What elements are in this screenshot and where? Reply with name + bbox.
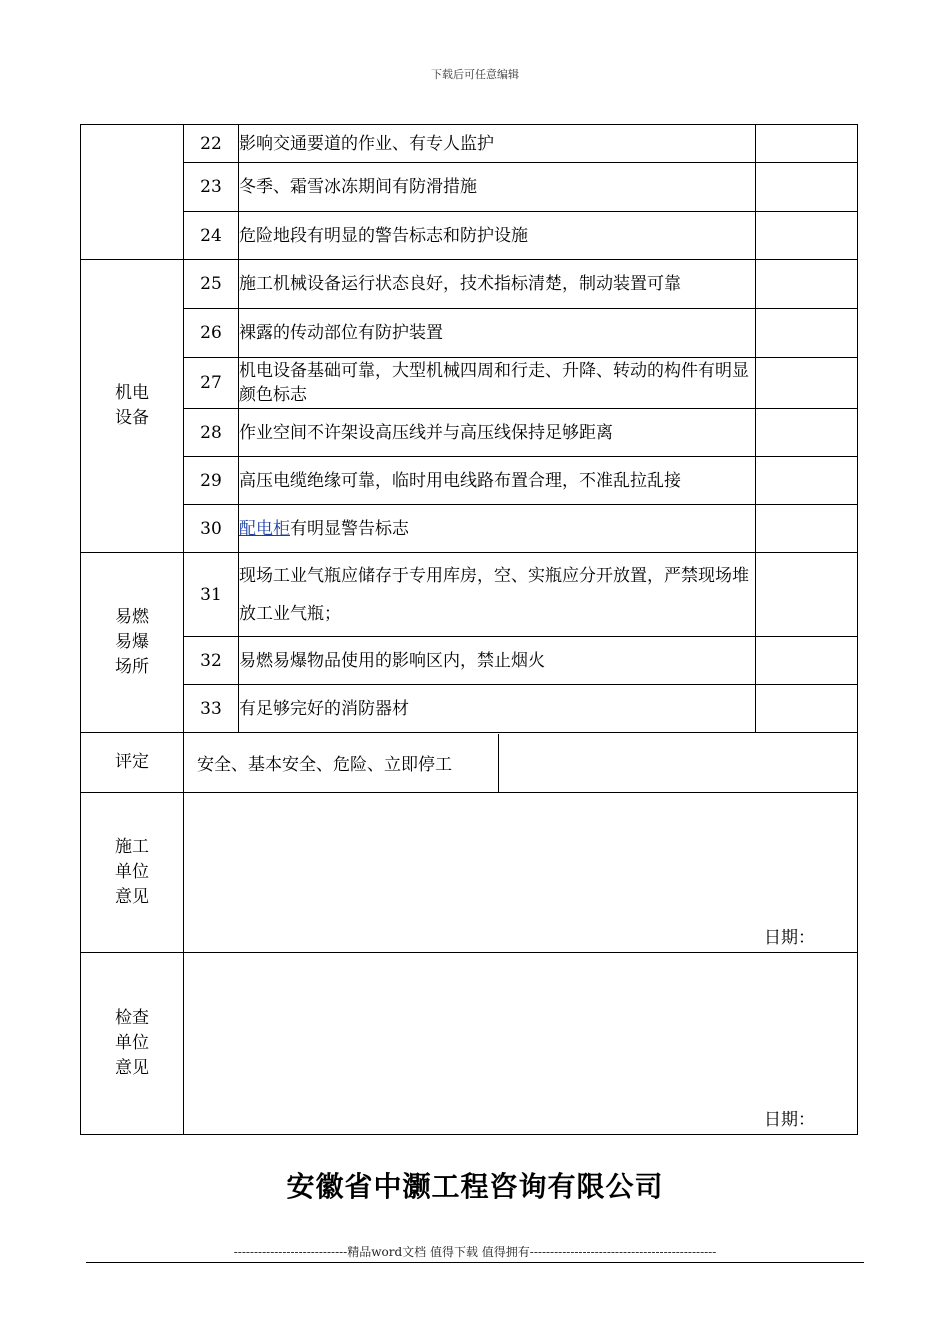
result-cell[interactable] bbox=[756, 260, 858, 309]
rating-label: 评定 bbox=[81, 733, 184, 793]
item-text: 裸露的传动部位有防护装置 bbox=[239, 309, 756, 358]
rating-options: 安全、基本安全、危险、立即停工 bbox=[184, 734, 498, 792]
item-number: 33 bbox=[184, 685, 239, 733]
item-text: 作业空间不许架设高压线并与高压线保持足够距离 bbox=[239, 409, 756, 457]
result-cell[interactable] bbox=[756, 637, 858, 685]
item-text: 冬季、霜雪冰冻期间有防滑措施 bbox=[239, 163, 756, 212]
table-row bbox=[81, 358, 858, 409]
inspection-opinion-field[interactable] bbox=[184, 953, 858, 1135]
label-line: 单位 bbox=[115, 862, 149, 882]
item-number: 23 bbox=[184, 163, 239, 212]
distribution-cabinet-link[interactable]: 配电柜 bbox=[239, 518, 290, 539]
construction-opinion-label bbox=[81, 793, 184, 953]
label-line: 单位 bbox=[115, 1033, 149, 1053]
result-cell[interactable] bbox=[756, 358, 858, 409]
label-line: 检查 bbox=[115, 1008, 149, 1028]
item-number: 25 bbox=[184, 260, 239, 309]
item-number: 27 bbox=[184, 358, 239, 409]
date-label: 日期： bbox=[764, 928, 815, 948]
item-text-rest: 有明显警告标志 bbox=[290, 518, 409, 539]
item-number: 22 bbox=[184, 125, 239, 163]
result-cell[interactable] bbox=[756, 409, 858, 457]
table-row bbox=[81, 125, 858, 163]
rating-inner-table bbox=[184, 734, 857, 792]
table-row bbox=[81, 553, 858, 637]
item-number: 28 bbox=[184, 409, 239, 457]
inspection-opinion-row bbox=[81, 953, 858, 1135]
category-flammable-explosive bbox=[81, 553, 184, 733]
header-note: 下载后可任意编辑 bbox=[431, 68, 519, 81]
category-label-line: 机电 bbox=[115, 383, 149, 403]
table-row bbox=[81, 505, 858, 553]
category-label-line: 场所 bbox=[115, 657, 149, 677]
date-label: 日期： bbox=[764, 1110, 815, 1130]
category-label-line: 设备 bbox=[115, 408, 149, 428]
result-cell[interactable] bbox=[756, 125, 858, 163]
table-row bbox=[81, 685, 858, 733]
item-text: 施工机械设备运行状态良好，技术指标清楚，制动装置可靠 bbox=[239, 260, 756, 309]
item-text: 易燃易爆物品使用的影响区内，禁止烟火 bbox=[239, 637, 756, 685]
item-text: 现场工业气瓶应储存于专用库房，空、实瓶应分开放置，严禁现场堆放工业气瓶； bbox=[239, 553, 756, 637]
category-label-line: 易燃 bbox=[115, 607, 149, 627]
inspection-opinion-label bbox=[81, 953, 184, 1135]
footer-note: ----------------------------精品word文档 值得下载 值得拥有---------------------------------------------- bbox=[233, 1245, 717, 1259]
inspection-checklist-table bbox=[80, 124, 858, 1135]
item-number: 31 bbox=[184, 553, 239, 637]
result-cell[interactable] bbox=[756, 505, 858, 553]
table-row bbox=[81, 409, 858, 457]
label-line: 意见 bbox=[115, 1058, 149, 1078]
item-text: 影响交通要道的作业、有专人监护 bbox=[239, 125, 756, 163]
item-text: 机电设备基础可靠，大型机械四周和行走、升降、转动的构件有明显颜色标志 bbox=[239, 358, 756, 409]
item-text: 有足够完好的消防器材 bbox=[239, 685, 756, 733]
rating-container bbox=[184, 733, 858, 793]
result-cell[interactable] bbox=[756, 212, 858, 260]
result-cell[interactable] bbox=[756, 163, 858, 212]
table-row bbox=[81, 309, 858, 358]
label-line: 意见 bbox=[115, 887, 149, 907]
table-row bbox=[81, 637, 858, 685]
table-row bbox=[81, 212, 858, 260]
table-row bbox=[81, 260, 858, 309]
construction-opinion-row bbox=[81, 793, 858, 953]
result-cell[interactable] bbox=[756, 553, 858, 637]
item-number: 32 bbox=[184, 637, 239, 685]
item-number: 26 bbox=[184, 309, 239, 358]
result-cell[interactable] bbox=[756, 309, 858, 358]
item-text bbox=[239, 505, 756, 553]
label-line: 施工 bbox=[115, 837, 149, 857]
item-number: 24 bbox=[184, 212, 239, 260]
category-cell-empty bbox=[81, 125, 184, 260]
footer-divider bbox=[86, 1262, 864, 1263]
table-row bbox=[81, 457, 858, 505]
result-cell[interactable] bbox=[756, 685, 858, 733]
company-name: 安徽省中灏工程咨询有限公司 bbox=[286, 1170, 664, 1203]
category-mechanical-equipment bbox=[81, 260, 184, 553]
construction-opinion-field[interactable] bbox=[184, 793, 858, 953]
item-number: 30 bbox=[184, 505, 239, 553]
table-row bbox=[81, 163, 858, 212]
rating-result-field[interactable] bbox=[498, 734, 857, 792]
rating-row bbox=[81, 733, 858, 793]
category-label-line: 易爆 bbox=[115, 632, 149, 652]
result-cell[interactable] bbox=[756, 457, 858, 505]
item-number: 29 bbox=[184, 457, 239, 505]
item-text: 危险地段有明显的警告标志和防护设施 bbox=[239, 212, 756, 260]
item-text: 高压电缆绝缘可靠，临时用电线路布置合理，不准乱拉乱接 bbox=[239, 457, 756, 505]
